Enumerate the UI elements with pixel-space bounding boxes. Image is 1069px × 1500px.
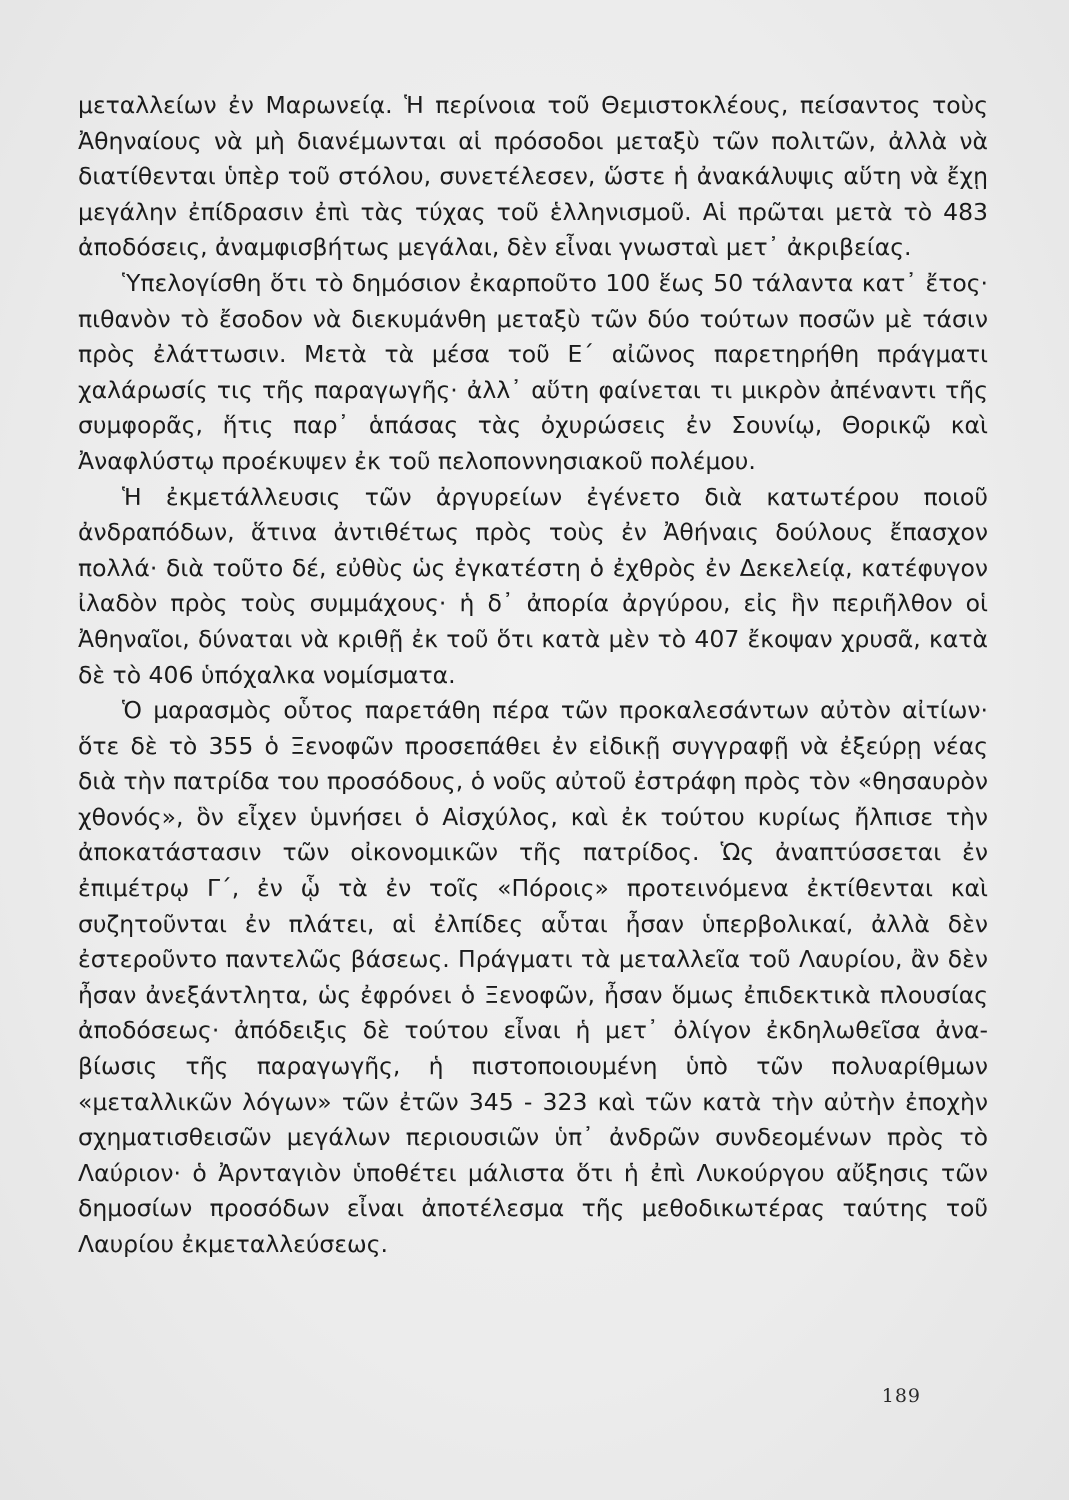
page-number: 189 xyxy=(881,1385,921,1407)
paragraph-decline-and-revival: Ὁ μαρασμὸς οὗτος παρετάθη πέρα τῶν προκαλεσάντων αὐτὸν αἰτίων· ὅτε δὲ τὸ 355 ὁ Ξενοφῶν προσεπάθει ἐν εἰδικῇ συγγραφῇ νὰ ἐξεύρῃ νέας διὰ τὴν πατρίδα του προσόδους, ὁ νοῦς αὐτοῦ ἐστράφη πρὸς τὸν «θησαυρὸν χθονός», ὃν εἶχεν ὑμνήσει ὁ Αἰσχύλος, καὶ ἐκ τούτου κυρίως ἤλπισε τὴν ἀποκατάστασιν τῶν οἰκονομικῶν τῆς πατρίδος. Ὡς ἀναπτύσσεται ἐν ἐπιμέτρῳ Γ´, ἐν ᾧ τὰ ἐν τοῖς «Πόροις» προτεινόμενα ἐκτίθενται καὶ συζητοῦνται ἐν πλάτει, αἱ ἐλπίδες αὗται ἦσαν ὑπερβολικαί, ἀλλὰ δὲν ἐστεροῦντο παντελῶς βάσεως. Πράγματι τὰ μεταλλεῖα τοῦ Λαυρίου, ἂν δὲν ἦσαν ἀνεξάντλητα, ὡς ἐφρόνει ὁ Ξενοφῶν, ἦσαν ὅμως ἐπιδεκτικὰ πλουσίας ἀποδόσεως· ἀπόδειξις δὲ τούτου εἶναι ἡ μετ᾽ ὀλίγον ἐκδηλωθεῖσα ἀναβίωσις τῆς παραγωγῆς, ἡ πιστοποιουμένη ὑπὸ τῶν πολυαρίθμων «μεταλλικῶν λόγων» τῶν ἐτῶν 345 - 323 καὶ τῶν κατὰ τὴν αὐτὴν ἐποχὴν σχηματισθεισῶν μεγάλων περιουσιῶν ὑπ᾽ ἀνδρῶν συνδεομένων πρὸς τὸ Λαύριον· ὁ Ἀρνταγιὸν ὑποθέτει μάλιστα ὅτι ἡ ἐπὶ Λυκούργου αὔξησις τῶν δημοσίων προσόδων εἶναι ἀποτέλεσμα τῆς μεθοδικωτέρας ταύτης τοῦ Λαυρίου ἐκμεταλλεύσεως. xyxy=(78,696,988,1258)
paragraph-silver-mining: Ἡ ἐκμετάλλευσις τῶν ἀργυρείων ἐγένετο διὰ κατωτέρου ποιοῦ ἀνδραπόδων, ἅτινα ἀντιθέτως πρὸς τοὺς ἐν Ἀθήναις δούλους ἔπασχον πολλά· διὰ τοῦτο δέ, εὐθὺς ὡς ἐγκατέστη ὁ ἐχθρὸς ἐν Δεκελείᾳ, κατέφυγον ἰλαδὸν πρὸς τοὺς συμμάχους· ἡ δ᾽ ἀπορία ἀργύρου, εἰς ἣν περιῆλθον οἱ Ἀθηναῖοι, δύναται νὰ κριθῇ ἐκ τοῦ ὅτι κατὰ μὲν τὸ 407 ἔκοψαν χρυσᾶ, κατὰ δὲ τὸ 406 ὑπόχαλκα νομίσματα. xyxy=(78,482,988,689)
body-text xyxy=(78,88,988,1263)
paragraph-revenue-estimate: Ὑπελογίσθη ὅτι τὸ δημόσιον ἐκαρποῦτο 100 ἕως 50 τάλαντα κατ᾽ ἔτος· πιθανὸν τὸ ἔσοδον νὰ διεκυμάνθη μεταξὺ τῶν δύο τούτων ποσῶν μὲ τάσιν πρὸς ἐλάττωσιν. Μετὰ τὰ μέσα τοῦ Ε´ αἰῶνος παρετηρήθη πράγματι χαλάρωσίς τις τῆς παραγωγῆς· ἀλλ᾽ αὕτη φαίνεται τι μικρὸν ἀπέναντι τῆς συμφορᾶς, ἥτις παρ᾽ ἁπάσας τὰς ὀχυρώσεις ἐν Σουνίῳ, Θορικῷ καὶ Ἀναφλύστῳ προέκυψεν ἐκ τοῦ πελοποννησιακοῦ πολέμου. xyxy=(78,268,988,475)
paragraph-continuation: μεταλλείων ἐν Μαρωνείᾳ. Ἡ περίνοια τοῦ Θεμιστοκλέους, πείσαντος τοὺς Ἀθηναίους νὰ μὴ διανέμωνται αἱ πρόσοδοι μεταξὺ τῶν πολιτῶν, ἀλλὰ νὰ διατίθενται ὑπὲρ τοῦ στόλου, συνετέλεσεν, ὥστε ἡ ἀνακάλυψις αὕτη νὰ ἔχῃ μεγάλην ἐπίδρασιν ἐπὶ τὰς τύχας τοῦ ἑλληνισμοῦ. Αἱ πρῶται μετὰ τὸ 483 ἀποδόσεις, ἀναμφισβήτως μεγάλαι, δὲν εἶναι γνωσταὶ μετ᾽ ἀκριβείας. xyxy=(78,91,988,262)
